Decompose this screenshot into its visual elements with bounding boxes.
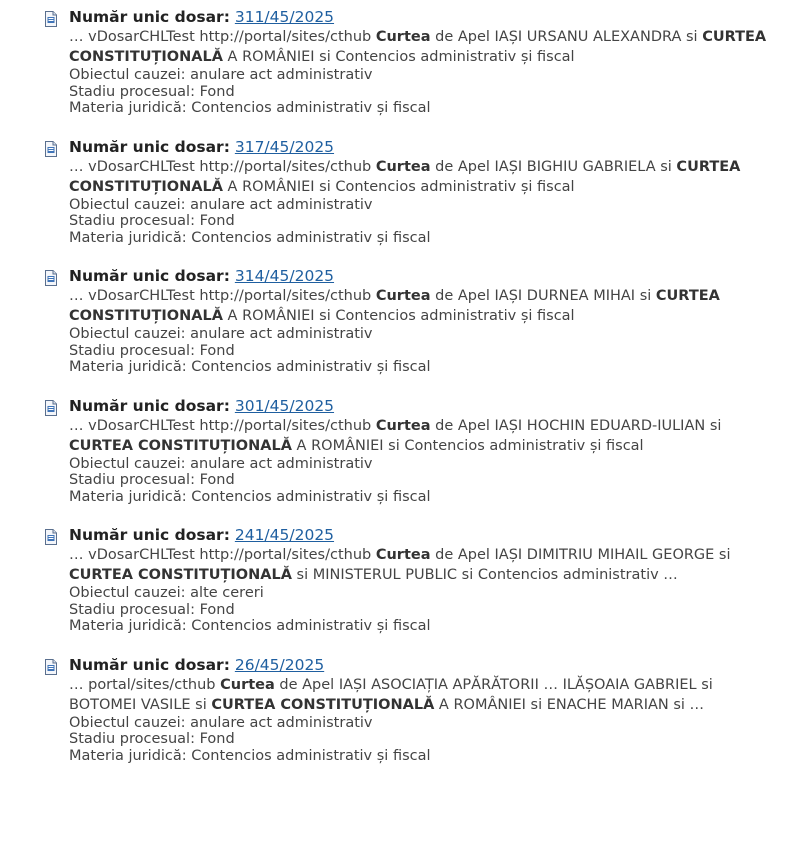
snippet-text: … vDosarCHLTest http://portal/sites/cthub <box>69 547 376 563</box>
matter-value: Contencios administrativ și fiscal <box>191 618 431 634</box>
case-stage <box>69 731 784 748</box>
stage-value: Fond <box>199 472 235 488</box>
case-number-label: Număr unic dosar: <box>69 655 230 674</box>
document-icon <box>44 400 58 416</box>
case-object <box>69 585 784 602</box>
stage-label: Stadiu procesual: <box>69 472 195 488</box>
snippet-text: … vDosarCHLTest http://portal/sites/cthub <box>69 417 376 434</box>
case-matter <box>69 748 784 765</box>
matter-label: Materia juridică: <box>69 618 187 634</box>
search-result-item <box>44 397 784 506</box>
case-object <box>69 197 784 214</box>
result-snippet <box>69 157 784 197</box>
case-number-link[interactable]: 241/45/2025 <box>234 526 335 544</box>
search-result-item <box>44 138 784 247</box>
highlighted-term: Curtea <box>375 29 431 45</box>
highlighted-term: Curtea <box>375 547 431 563</box>
case-number-label: Număr unic dosar: <box>69 526 230 544</box>
matter-label: Materia juridică: <box>69 488 187 505</box>
matter-value: Contencios administrativ și fiscal <box>191 100 431 116</box>
case-number-label: Număr unic dosar: <box>69 267 230 285</box>
matter-value: Contencios administrativ și fiscal <box>191 229 431 246</box>
snippet-text: A ROMÂNIEI si ENACHE MARIAN si … <box>434 696 705 713</box>
snippet-text: A ROMÂNIEI si Contencios administrativ și fiscal <box>222 178 575 195</box>
matter-label: Materia juridică: <box>69 359 187 375</box>
snippet-text: … vDosarCHLTest http://portal/sites/cthub <box>69 158 376 175</box>
case-matter <box>69 489 784 506</box>
snippet-text: de Apel IAȘI BIGHIU GABRIELA si <box>430 158 677 175</box>
snippet-text: de Apel IAȘI URSANU ALEXANDRA si <box>430 29 703 45</box>
object-value: anulare act administrativ <box>190 326 373 342</box>
case-number-label: Număr unic dosar: <box>69 8 230 26</box>
highlighted-term: Curtea <box>375 288 431 304</box>
snippet-text: de Apel IAȘI DIMITRIU MIHAIL GEORGE si <box>430 547 731 563</box>
search-result-item <box>44 8 784 117</box>
case-stage <box>69 343 784 360</box>
highlighted-term: CURTEA CONSTITUȚIONALĂ <box>69 567 292 583</box>
result-snippet <box>69 545 784 585</box>
object-label: Obiectul cauzei: <box>69 455 186 472</box>
case-stage <box>69 472 784 489</box>
snippet-text: A ROMÂNIEI si Contencios administrativ și fiscal <box>291 437 644 454</box>
highlighted-term: Curtea <box>375 417 431 434</box>
document-icon <box>44 141 58 157</box>
case-object <box>69 715 784 732</box>
highlighted-term: CURTEA CONSTITUȚIONALĂ <box>69 288 720 324</box>
object-label: Obiectul cauzei: <box>69 714 186 731</box>
snippet-text: de Apel IAȘI DURNEA MIHAI si <box>430 288 656 304</box>
stage-value: Fond <box>199 601 235 618</box>
snippet-text: A ROMÂNIEI si Contencios administrativ și fiscal <box>222 49 575 65</box>
object-value: anulare act administrativ <box>190 196 373 213</box>
stage-value: Fond <box>199 342 235 359</box>
result-title <box>69 656 784 674</box>
result-snippet <box>69 286 784 326</box>
snippet-text: … portal/sites/cthub <box>69 676 221 693</box>
stage-label: Stadiu procesual: <box>69 601 195 618</box>
snippet-text: … vDosarCHLTest http://portal/sites/cthub <box>69 29 376 45</box>
stage-value: Fond <box>199 213 235 229</box>
case-matter <box>69 618 784 635</box>
matter-label: Materia juridică: <box>69 747 187 764</box>
snippet-text: de Apel IAȘI ASOCIAȚIA APĂRĂTORII … ILĂȘOAIA GABRIEL si BOTOMEI VASILE si <box>69 676 713 713</box>
snippet-text: de Apel IAȘI HOCHIN EDUARD-IULIAN si <box>430 417 722 434</box>
case-object <box>69 67 784 84</box>
document-icon <box>44 529 58 545</box>
matter-value: Contencios administrativ și fiscal <box>191 747 431 764</box>
object-value: anulare act administrativ <box>190 67 373 83</box>
result-snippet <box>69 27 784 67</box>
case-stage <box>69 602 784 619</box>
matter-label: Materia juridică: <box>69 100 187 116</box>
matter-label: Materia juridică: <box>69 229 187 246</box>
result-title <box>69 8 784 26</box>
case-stage <box>69 213 784 230</box>
case-matter <box>69 359 784 376</box>
case-number-link[interactable]: 317/45/2025 <box>234 137 335 156</box>
object-label: Obiectul cauzei: <box>69 196 186 213</box>
snippet-text: … vDosarCHLTest http://portal/sites/cthub <box>69 288 376 304</box>
object-label: Obiectul cauzei: <box>69 67 186 83</box>
result-title <box>69 138 784 156</box>
stage-label: Stadiu procesual: <box>69 83 195 100</box>
case-number-link[interactable]: 26/45/2025 <box>234 655 325 674</box>
case-object <box>69 326 784 343</box>
highlighted-term: CURTEA CONSTITUȚIONALĂ <box>69 158 741 195</box>
result-snippet <box>69 675 784 715</box>
object-label: Obiectul cauzei: <box>69 585 186 601</box>
matter-value: Contencios administrativ și fiscal <box>191 488 431 505</box>
snippet-text: A ROMÂNIEI si Contencios administrativ și fiscal <box>222 308 575 324</box>
case-object <box>69 456 784 473</box>
case-number-link[interactable]: 301/45/2025 <box>234 396 335 415</box>
case-stage <box>69 84 784 101</box>
case-number-link[interactable]: 311/45/2025 <box>234 8 335 26</box>
result-title <box>69 526 784 544</box>
object-value: alte cereri <box>190 585 264 601</box>
case-number-label: Număr unic dosar: <box>69 137 230 156</box>
result-snippet <box>69 416 784 456</box>
matter-value: Contencios administrativ și fiscal <box>191 359 431 375</box>
object-label: Obiectul cauzei: <box>69 326 186 342</box>
object-value: anulare act administrativ <box>190 714 373 731</box>
case-number-link[interactable]: 314/45/2025 <box>234 267 335 285</box>
highlighted-term: CURTEA CONSTITUȚIONALĂ <box>211 696 435 713</box>
stage-label: Stadiu procesual: <box>69 213 195 229</box>
search-result-item <box>44 526 784 635</box>
stage-value: Fond <box>199 731 235 747</box>
highlighted-term: Curtea <box>220 676 275 693</box>
document-icon <box>44 659 58 675</box>
stage-label: Stadiu procesual: <box>69 731 195 747</box>
search-result-item <box>44 267 784 376</box>
search-result-item <box>44 656 784 765</box>
case-matter <box>69 100 784 117</box>
document-icon <box>44 270 58 286</box>
snippet-text: si MINISTERUL PUBLIC si Contencios administrativ … <box>291 567 678 583</box>
case-number-label: Număr unic dosar: <box>69 396 230 415</box>
stage-value: Fond <box>199 83 235 100</box>
highlighted-term: CURTEA CONSTITUȚIONALĂ <box>69 437 292 454</box>
object-value: anulare act administrativ <box>190 455 373 472</box>
highlighted-term: Curtea <box>375 158 431 175</box>
highlighted-term: CURTEA CONSTITUȚIONALĂ <box>69 29 767 65</box>
result-title <box>69 267 784 285</box>
result-title <box>69 397 784 415</box>
document-icon <box>44 11 58 27</box>
stage-label: Stadiu procesual: <box>69 342 195 359</box>
case-matter <box>69 230 784 247</box>
